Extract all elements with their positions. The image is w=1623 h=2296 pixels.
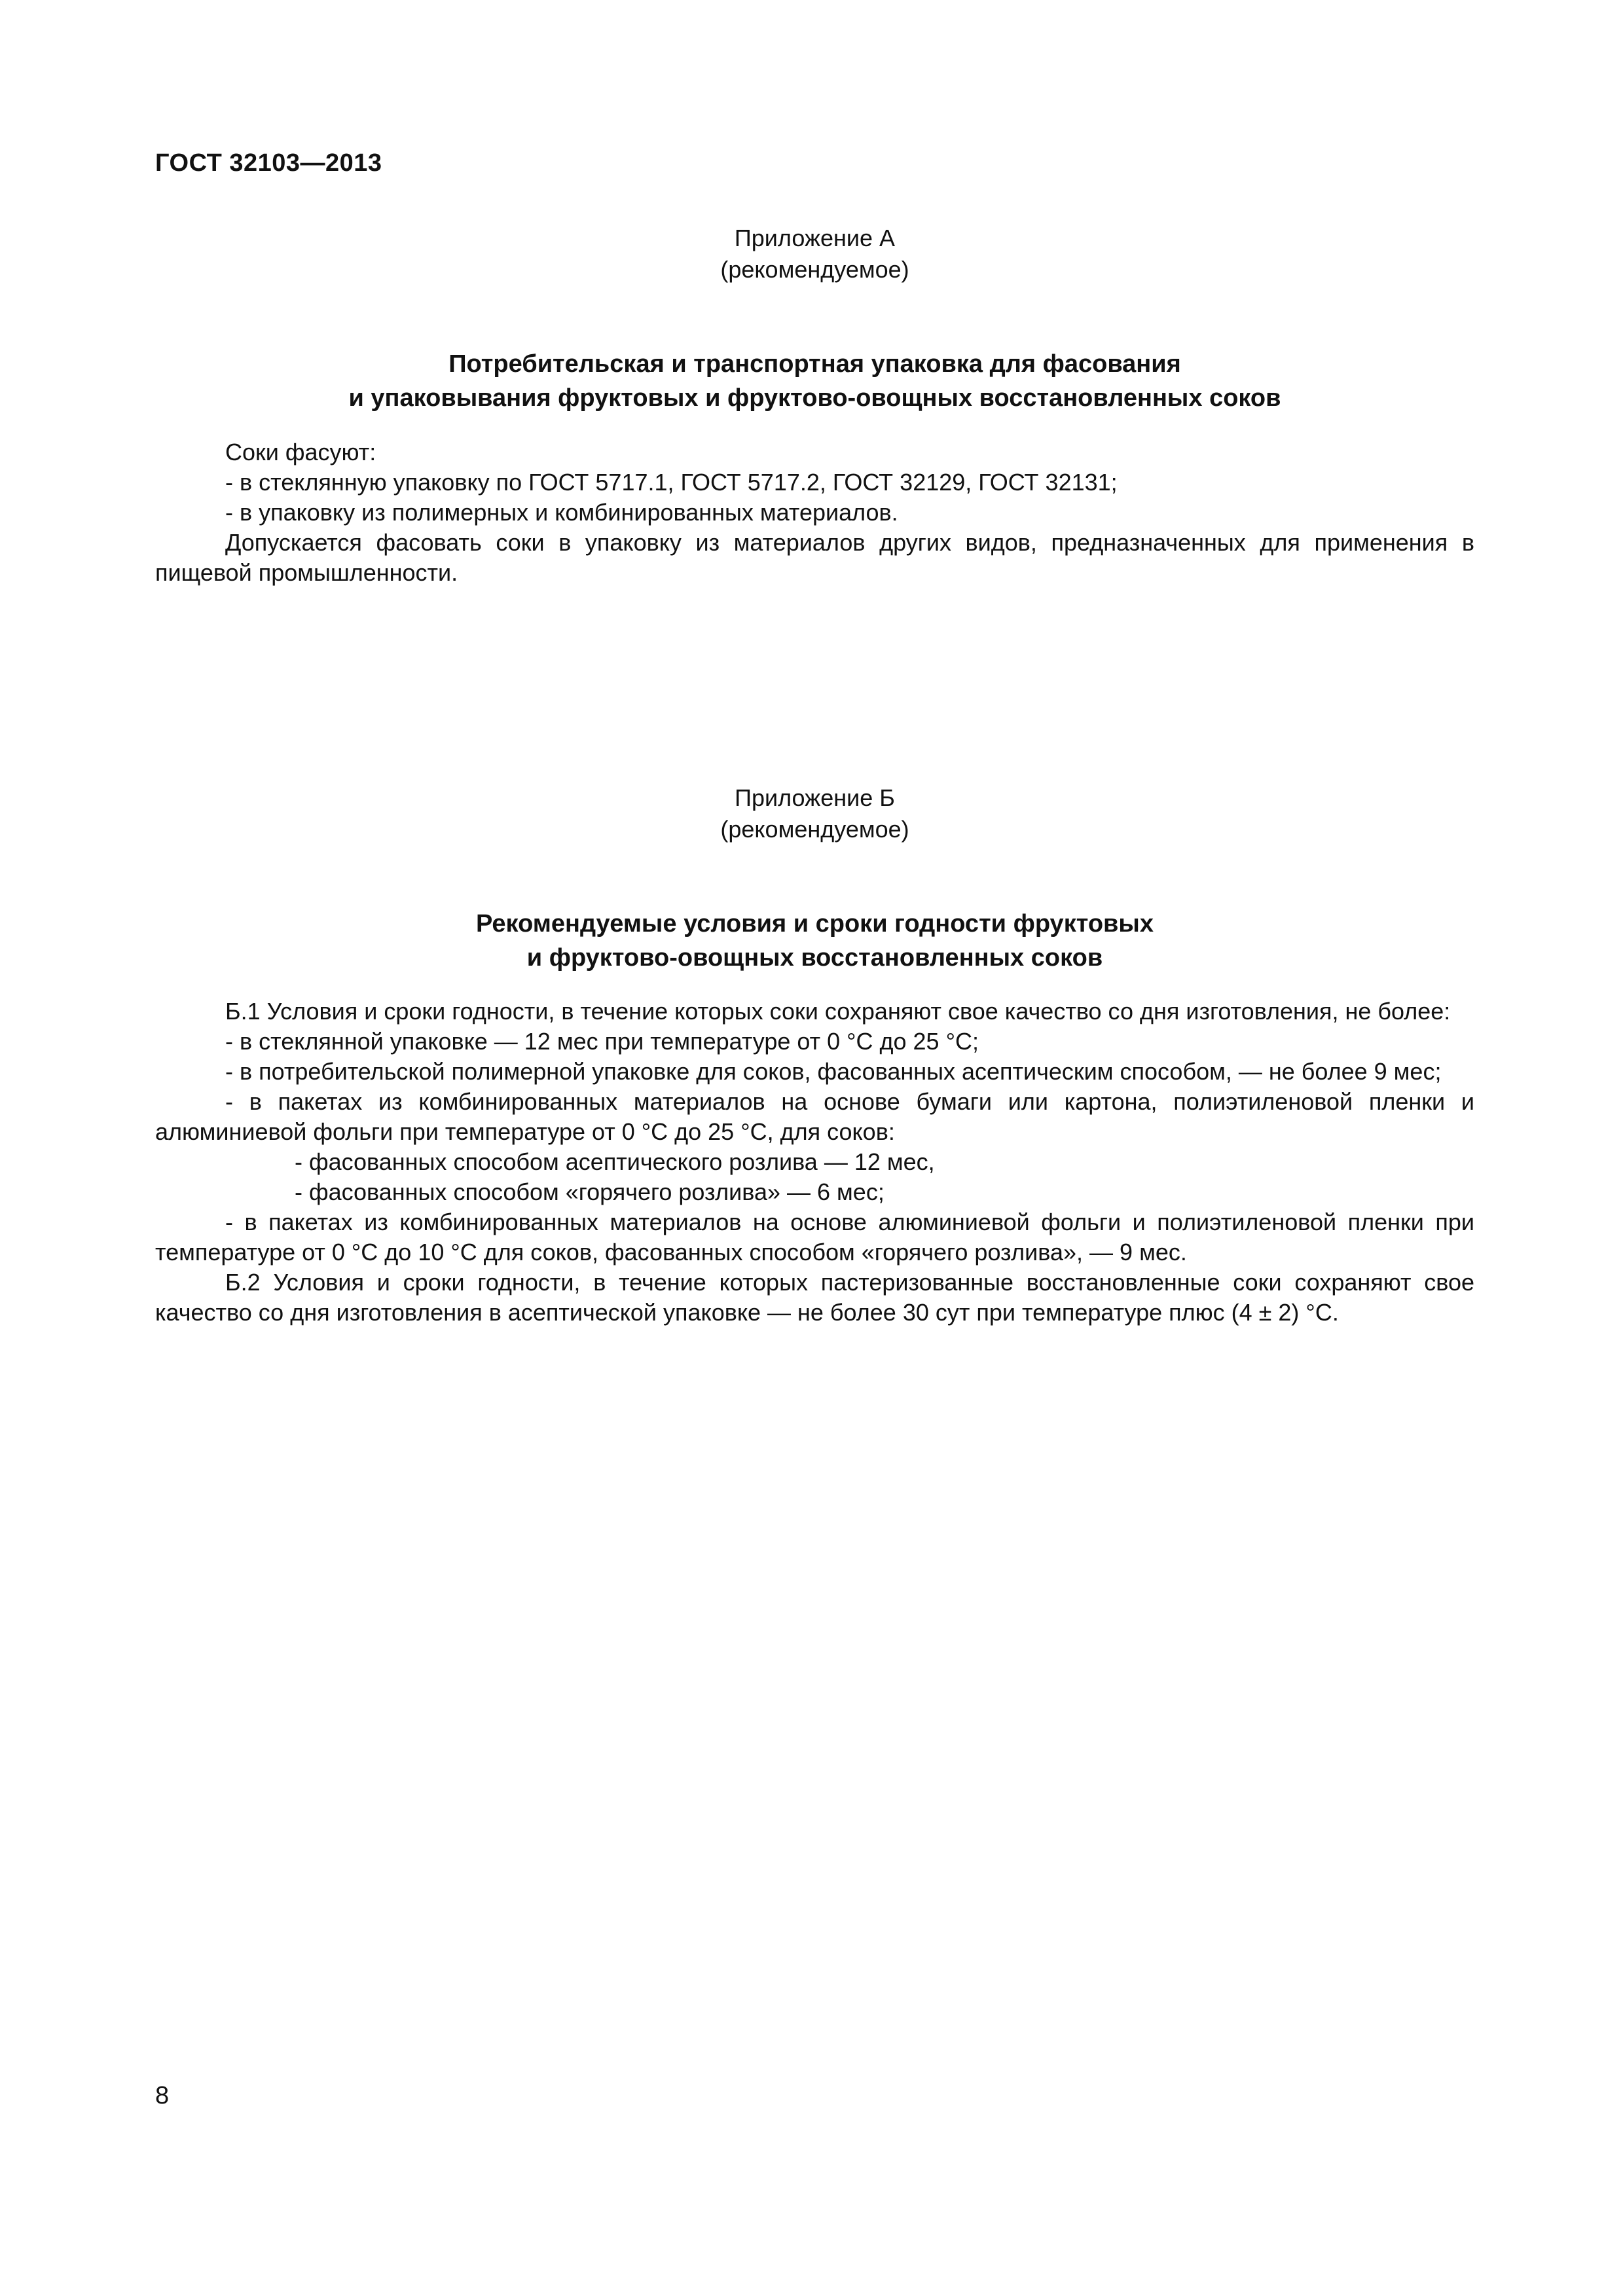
appendix-a-title-line2: и упаковывания фруктовых и фруктово-овощных восстановленных соков bbox=[348, 384, 1281, 412]
list-item: - в потребительской полимерной упаковке для соков, фасованных асептическим способом, — не более 9 мес; bbox=[225, 1058, 1442, 1085]
appendix-a-label: Приложение А bbox=[734, 225, 896, 251]
appendix-a-status: (рекомендуемое) bbox=[720, 256, 909, 283]
appendix-a-heading bbox=[155, 223, 1474, 285]
appendix-a-intro: Соки фасуют: bbox=[225, 439, 376, 465]
appendix-a-title-line1: Потребительская и транспортная упаковка для фасования bbox=[448, 350, 1181, 378]
list-item: - в пакетах из комбинированных материалов на основе бумаги или картона, полиэтиленовой пленки и алюминиевой фольги при температуре от 0 °С до 25 °С, для соков: bbox=[155, 1088, 1474, 1145]
list-item: - в пакетах из комбинированных материалов на основе алюминиевой фольги и полиэтиленовой пленки при температуре от 0 °С до 10 °С для соков, фасованных способом «горячего розлива», — 9 мес. bbox=[155, 1209, 1474, 1266]
appendix-b-body bbox=[155, 996, 1474, 1328]
appendix-b-heading bbox=[155, 782, 1474, 845]
clause-b1-intro: Б.1 Условия и сроки годности, в течение которых соки сохраняют свое качество со дня изготовления, не более: bbox=[225, 998, 1451, 1025]
appendix-b-title bbox=[155, 907, 1474, 975]
appendix-b-label: Приложение Б bbox=[735, 784, 895, 811]
appendix-b-status: (рекомендуемое) bbox=[720, 816, 909, 843]
appendix-b-title-line1: Рекомендуемые условия и сроки годности фруктовых bbox=[476, 910, 1154, 938]
appendix-a-body bbox=[155, 437, 1474, 588]
sub-list-item: - фасованных способом асептического розлива — 12 мес, bbox=[295, 1148, 935, 1175]
standard-id-header: ГОСТ 32103—2013 bbox=[155, 149, 382, 177]
list-item: - в стеклянную упаковку по ГОСТ 5717.1, ГОСТ 5717.2, ГОСТ 32129, ГОСТ 32131; bbox=[225, 469, 1118, 496]
sub-list-item: - фасованных способом «горячего розлива» — 6 мес; bbox=[295, 1178, 884, 1205]
clause-b2: Б.2 Условия и сроки годности, в течение которых пастеризованные восстановленные соки сохраняют свое качество со дня изготовления в асептической упаковке — не более 30 сут при температуре плюс (4 ± 2) °С. bbox=[155, 1269, 1474, 1326]
list-item: - в упаковку из полимерных и комбинированных материалов. bbox=[225, 499, 898, 526]
page-number: 8 bbox=[155, 2082, 170, 2109]
appendix-a-note: Допускается фасовать соки в упаковку из материалов других видов, предназначенных для применения в пищевой промышленности. bbox=[155, 529, 1474, 586]
appendix-a-title bbox=[155, 347, 1474, 415]
appendix-b-title-line2: и фруктово-овощных восстановленных соков bbox=[526, 944, 1103, 972]
list-item: - в стеклянной упаковке — 12 мес при температуре от 0 °С до 25 °С; bbox=[225, 1028, 979, 1055]
